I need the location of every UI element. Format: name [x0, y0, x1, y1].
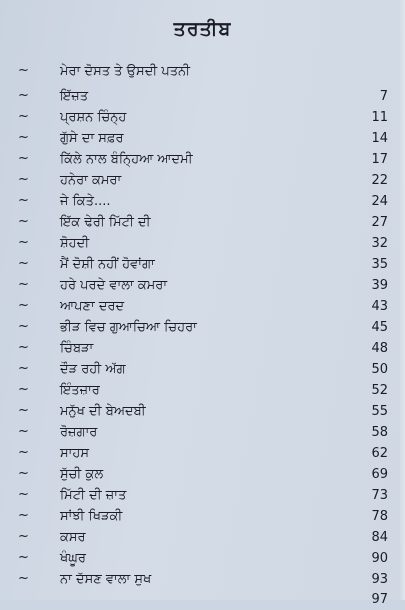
toc-entry-title: ਕਿੱਲੇ ਨਾਲ ਬੰਨ੍ਹਿਆ ਆਦਮੀ: [60, 152, 193, 167]
toc-entry-page: 14: [371, 131, 388, 146]
toc-entry-marker: ~: [18, 487, 29, 502]
toc-entry-marker: ~: [18, 298, 29, 313]
toc-entry: [0, 444, 405, 464]
toc-entry: [0, 381, 405, 401]
toc-entry: [0, 528, 405, 548]
toc-entry: [0, 192, 405, 212]
toc-entry-marker: ~: [18, 277, 29, 292]
toc-entry-page: 50: [371, 362, 388, 377]
toc-entry-marker: ~: [18, 571, 29, 586]
toc-entry-title: ਰੋਜ਼ਗਾਰ: [60, 425, 98, 440]
toc-entry-page: 97: [371, 592, 388, 607]
toc-entry-marker: ~: [18, 529, 29, 544]
toc-entry-page: 52: [371, 383, 388, 398]
toc-entry-title: ਮਨੁੱਖ ਦੀ ਬੇਅਦਬੀ: [60, 404, 146, 419]
page-title: ਤਰਤੀਬ: [173, 18, 232, 40]
toc-entry-title: ਇੰਤਜ਼ਾਰ: [60, 383, 100, 398]
toc-entry-page: 22: [371, 173, 388, 188]
toc-entry: [0, 108, 405, 128]
toc-entry: [0, 171, 405, 191]
toc-entry: [0, 255, 405, 275]
toc-entry-marker: ~: [18, 340, 29, 355]
toc-entry-page: 32: [371, 236, 388, 251]
toc-entry: [0, 423, 405, 443]
toc-entry-marker: ~: [18, 508, 29, 523]
toc-entry-title: ਨਾ ਦੱਸਣ ਵਾਲਾ ਸੁਖ: [60, 572, 152, 587]
toc-entry-title: ਜੇ ਕਿਤੇ....: [60, 194, 111, 209]
toc-entry-page: 93: [371, 572, 388, 587]
toc-entry-page: 27: [371, 215, 388, 230]
toc-entry: [0, 339, 405, 359]
toc-entry-marker: ~: [18, 550, 29, 565]
toc-entry-page: 35: [371, 257, 388, 272]
toc-entry: [0, 360, 405, 380]
toc-entry: [0, 549, 405, 569]
toc-entry-marker: ~: [18, 382, 29, 397]
page-edge: [399, 0, 405, 600]
toc-entry-page: 39: [371, 278, 388, 293]
toc-entry-title: ਹਨੇਰਾ ਕਮਰਾ: [60, 173, 122, 188]
toc-entry-page: 48: [371, 341, 388, 356]
toc-entry-title: ਆਪਣਾ ਦਰਦ: [60, 299, 125, 314]
toc-entry-title: ਮੇਰਾ ਦੋਸਤ ਤੇ ਉਸਦੀ ਪਤਨੀ: [60, 64, 191, 79]
toc-entry: [0, 276, 405, 296]
toc-entry: [0, 234, 405, 254]
toc-entry-title: ਕਸਰ: [60, 530, 86, 545]
toc-entry-page: 84: [371, 530, 388, 545]
toc-entry-title: ਸੁੱਚੀ ਕੁਲ: [60, 467, 104, 482]
toc-entry-title: ਸਾਂਝੀ ਖਿੜਕੀ: [60, 509, 123, 524]
toc-entry-title: ਖੰਘੂਰ: [60, 551, 86, 566]
toc-entry-page: 58: [371, 425, 388, 440]
toc-entry-marker: ~: [18, 466, 29, 481]
toc-entry-marker: ~: [18, 235, 29, 250]
toc-entry-marker: ~: [18, 361, 29, 376]
toc-entry-title: ਭੀੜ ਵਿਚ ਗੁਆਚਿਆ ਚਿਹਰਾ: [60, 320, 197, 335]
toc-entry-page: 90: [371, 551, 388, 566]
toc-entry: [0, 318, 405, 338]
toc-entry-page: 17: [371, 152, 388, 167]
toc-entry-marker: ~: [18, 172, 29, 187]
toc-entry-page: 78: [371, 509, 388, 524]
toc-entry-marker: ~: [18, 424, 29, 439]
toc-entry-title: ਚਿੰਬੜਾ: [60, 341, 94, 356]
toc-entry: [0, 213, 405, 233]
toc-entry-title: ਇੱਕ ਢੇਰੀ ਮਿੱਟੀ ਦੀ: [60, 215, 151, 230]
toc-entry-page: 55: [371, 404, 388, 419]
toc-entry: [0, 297, 405, 317]
toc-entry-page: 11: [371, 110, 388, 125]
toc-entry-page: 73: [371, 488, 388, 503]
toc-entry-marker: ~: [18, 88, 29, 103]
toc-entry-title: ਪ੍ਰਸ਼ਨ ਚਿੰਨ੍ਹ: [60, 110, 127, 125]
toc-entry-page: 24: [371, 194, 388, 209]
toc-entry-marker: ~: [18, 256, 29, 271]
toc-entry: [0, 62, 405, 82]
toc-entry-title: ਹਰੇ ਪਰਦੇ ਵਾਲਾ ਕਮਰਾ: [60, 278, 168, 293]
toc-entry: [0, 150, 405, 170]
toc-entry-page: 69: [371, 467, 388, 482]
toc-entry-page: 7: [379, 89, 388, 104]
toc-entry-page: 45: [371, 320, 388, 335]
toc-entry-marker: ~: [18, 63, 29, 78]
toc-entry-title: ਦੌੜ ਰਹੀ ਅੱਗ: [60, 362, 126, 377]
toc-entry: [0, 570, 405, 590]
toc-entry-marker: ~: [18, 445, 29, 460]
toc-entry-title: ਗੁੱਸੇ ਦਾ ਸਫ਼ਰ: [60, 131, 124, 146]
toc-entry-marker: ~: [18, 130, 29, 145]
toc-entry-marker: ~: [18, 319, 29, 334]
toc-entry-marker: ~: [18, 151, 29, 166]
toc-entry-page: 43: [371, 299, 388, 314]
toc-entry: [0, 590, 405, 610]
toc-entry-title: ਇੱਜ਼ਤ: [60, 89, 89, 104]
toc-entry: [0, 507, 405, 527]
toc-entry-marker: ~: [18, 193, 29, 208]
toc-entry-page: 62: [371, 446, 388, 461]
toc-entry-title: ਮੈਂ ਦੋਸ਼ੀ ਨਹੀਂ ਹੋਵਾਂਗਾ: [60, 257, 155, 272]
toc-entry: [0, 486, 405, 506]
toc-entry-title: ਸ਼ੋਹਦੀ: [60, 236, 90, 251]
toc-entry-marker: ~: [18, 403, 29, 418]
toc-entry: [0, 402, 405, 422]
toc-entry-title: ਮਿੱਟੀ ਦੀ ਜ਼ਾਤ: [60, 488, 127, 503]
toc-entry: [0, 129, 405, 149]
toc-entry-marker: ~: [18, 109, 29, 124]
toc-entry: [0, 465, 405, 485]
toc-entry-title: ਸਾਹਸ: [60, 446, 90, 461]
toc-entry: [0, 87, 405, 107]
toc-entry-marker: ~: [18, 214, 29, 229]
